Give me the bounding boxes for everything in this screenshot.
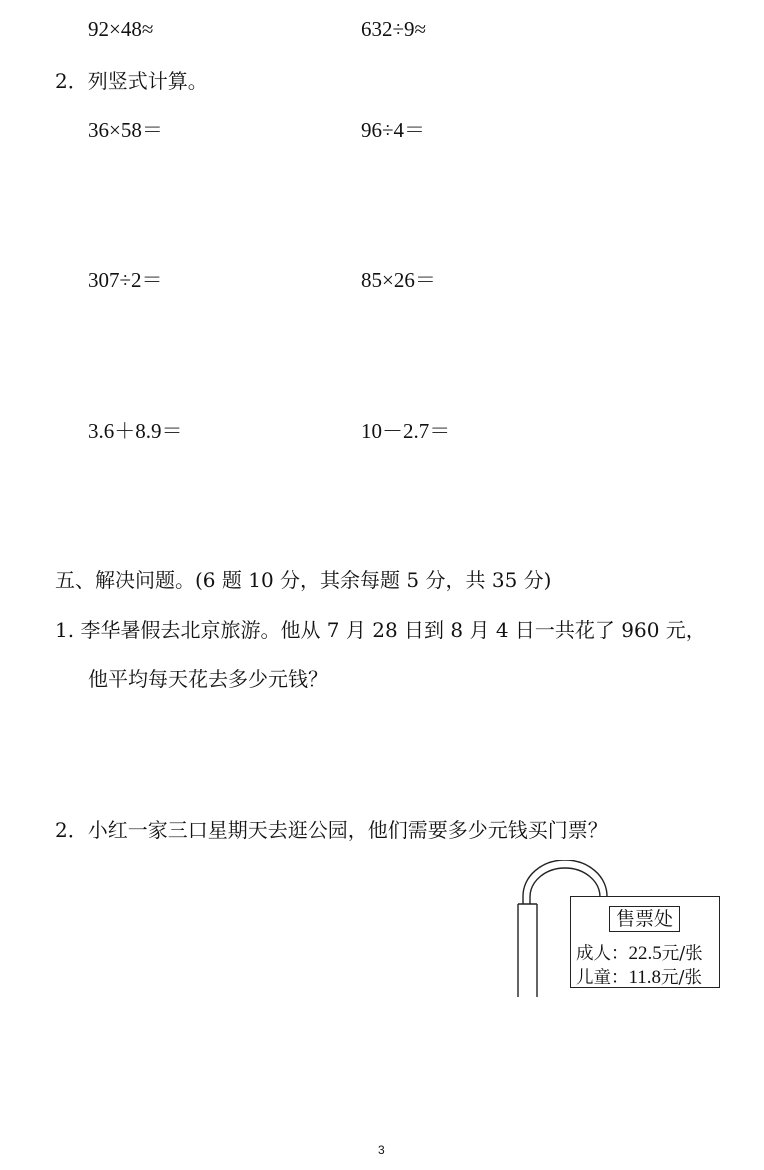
estimate-expression-1: 92×48≈ (88, 17, 154, 41)
question-1-line-2: 他平均每天花去多少元钱？ (88, 667, 328, 691)
ticket-price-board (570, 896, 720, 988)
ticket-booth-illustration (515, 860, 725, 1000)
child-unit: 元/张 (661, 968, 702, 988)
child-price-line (576, 968, 702, 988)
child-label: 儿童： (576, 968, 629, 988)
ticket-office-title: 售票处 (609, 906, 680, 932)
page-number: 3 (378, 1143, 385, 1157)
vertical-calc-item: 307÷2＝ (88, 268, 163, 292)
vertical-calc-item: 36×58＝ (88, 118, 163, 142)
vertical-calc-item: 10－2.7＝ (361, 419, 451, 443)
question-1-line-1: 1. 李华暑假去北京旅游。他从 7 月 28 日到 8 月 4 日一共花了 960 元， (55, 618, 706, 642)
adult-price-line (576, 944, 703, 964)
estimate-expression-2: 632÷9≈ (361, 17, 427, 41)
adult-price: 22.5 (628, 943, 662, 964)
adult-label: 成人： (576, 944, 629, 964)
adult-unit: 元/张 (661, 944, 703, 964)
question-2-text: 2．小红一家三口星期天去逛公园，他们需要多少元钱买门票？ (55, 818, 608, 842)
vertical-calc-heading: 2．列竖式计算。 (55, 69, 208, 93)
vertical-calc-item: 3.6＋8.9＝ (88, 419, 183, 443)
vertical-calc-item: 85×26＝ (361, 268, 436, 292)
section-five-heading: 五、解决问题。(6 题 10 分，其余每题 5 分，共 35 分) (55, 568, 552, 592)
vertical-calc-item: 96÷4＝ (361, 118, 426, 142)
child-price: 11.8 (628, 967, 662, 988)
